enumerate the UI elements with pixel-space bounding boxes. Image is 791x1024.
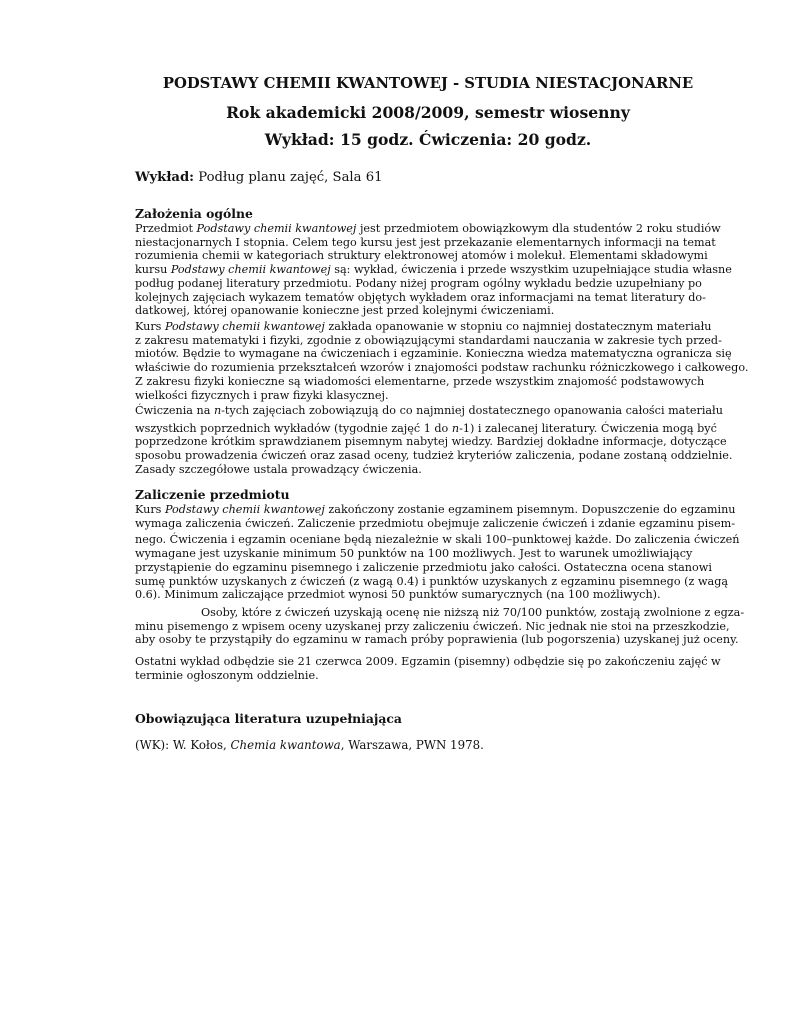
text-line: Przedmiot Podstawy chemii kwantowej jest przedmiotem obowiązkowym dla studentów 2 roku studiów	[135, 222, 721, 235]
paragraph-assumptions-3	[135, 404, 733, 477]
text-line: rozumienia chemii w kategoriach struktury elektronowej atomów i molekuł. Elementami składowymi	[135, 249, 708, 263]
section-heading-assumptions: Założenia ogólne	[135, 206, 253, 221]
text-line: wymaga zaliczenia ćwiczeń. Zaliczenie przedmiotu obejmuje zaliczenie ćwiczeń i zdanie egzaminu pisem-	[135, 516, 735, 530]
text-line: Zasady szczegółowe ustala prowadzący ćwiczenia.	[135, 462, 422, 476]
text-line: podług podanej literatury przedmiotu. Podany niżej program ogólny wykładu bedzie uzupełniany po	[135, 276, 702, 290]
text-line: wymagane jest uzyskanie minimum 50 punktów na 100 możliwych. Jest to warunek umożliwiający	[135, 547, 693, 561]
paragraph-passing-2	[135, 606, 745, 647]
text-line: Osoby, które z ćwiczeń uzyskają ocenę nie niższą niż 70/100 punktów, zostają zwolnione z egza-	[201, 606, 745, 619]
academic-year: Rok akademicki 2008/2009, semestr wiosenny	[226, 103, 630, 122]
book-title: Chemia kwantowa	[230, 738, 341, 752]
text-line: kursu Podstawy chemii kwantowej są: wykład, ćwiczenia i przede wszystkim uzupełniające studia własne	[135, 263, 732, 277]
text-line: kolejnych zajęciach wykazem tematów objętych wykładem oraz informacjami na temat literatury do-	[135, 290, 706, 304]
text-line: Ostatni wykład odbędzie sie 21 czerwca 2009. Egzamin (pisemny) odbędzie się po zakończeniu zajęć w	[135, 655, 721, 668]
text-line: Ćwiczenia na n-tych zajęciach zobowiązują do co najmniej dostatecznego opanowania całości materiału	[135, 404, 723, 417]
paragraph-assumptions-2	[135, 320, 749, 402]
text-line: Z zakresu fizyki konieczne są wiadomości elementarne, przede wszystkim znajomość podstawowych	[135, 374, 705, 388]
text-line: nego. Ćwiczenia i egzamin oceniane będą niezależnie w skali 100–punktowej każde. Do zaliczenia ćwiczeń	[135, 533, 740, 547]
text-line: 0.6). Minimum zaliczające przedmiot wynosi 50 punktów sumarycznych (na 100 możliwych).	[135, 588, 661, 602]
text-line: miotów. Będzie to wymagane na ćwiczeniach i egzaminie. Konieczna wiedza matematyczna ogranicza się	[135, 347, 732, 361]
course-hours: Wykład: 15 godz. Ćwiczenia: 20 godz.	[264, 130, 592, 149]
literature-entry: (WK): W. Kołos, Chemia kwantowa, Warszawa, PWN 1978.	[135, 738, 484, 752]
text-line: sposobu prowadzenia ćwiczeń oraz zasad oceny, tudzież kryteriów zaliczenia, podane zostaną oddzielnie.	[135, 449, 733, 463]
text-line: przystąpienie do egzaminu pisemnego i zaliczenie przedmiotu jako całości. Ostateczna ocena stanowi	[135, 560, 712, 574]
text-line: z zakresu matematyki i fizyki, zgodnie z obowiązującymi standardami nauczania w zakresie tych przed-	[135, 333, 722, 347]
paragraph-assumptions-1	[135, 222, 732, 318]
text-line: minu pisemengo z wpisem oceny uzyskanej przy zaliczeniu ćwiczeń. Nic jednak nie stoi na przeszkodzie,	[135, 619, 730, 633]
text-line: wielkości fizycznych i praw fizyki klasycznej.	[135, 388, 389, 402]
paragraph-passing-3	[135, 655, 723, 682]
text-line: wszystkich poprzednich wykładów (tygodnie zajęć 1 do n-1) i zalecanej literatury. Ćwiczenia mogą być	[135, 421, 717, 435]
text-line: niestacjonarnych I stopnia. Celem tego kursu jest jest przekazanie elementarnych informacji na temat	[135, 235, 716, 249]
text-line: datkowej, której opanowanie konieczne jest przed kolejnymi ćwiczeniami.	[135, 304, 555, 318]
text-line: poprzedzone krótkim sprawdzianem pisemnym nabytej wiedzy. Bardziej dokładne informacje, dotyczące	[135, 435, 727, 449]
section-heading-literature: Obowiązująca literatura uzupełniająca	[135, 711, 402, 726]
lecture-label: Wykład:	[135, 170, 195, 185]
lecture-info	[135, 170, 382, 185]
text-line: aby osoby te przystąpiły do egzaminu w ramach próby poprawienia (lub pogorszenia) uzyskanej już oceny.	[135, 633, 739, 647]
paragraph-passing-1	[135, 503, 740, 602]
text-line: właściwie do rozumienia przekształceń wzorów i znajomości podstaw rachunku różniczkowego i całkowego.	[135, 361, 749, 375]
text-line: terminie ogłoszonym oddzielnie.	[135, 668, 319, 682]
text-line: sumę punktów uzyskanych z ćwiczeń (z wagą 0.4) i punktów uzyskanych z egzaminu pisemnego (z wagą	[135, 574, 729, 588]
text-line: Kurs Podstawy chemii kwantowej zakłada opanowanie w stopniu co najmniej dostatecznym materiału	[135, 320, 712, 333]
section-heading-passing: Zaliczenie przedmiotu	[135, 487, 290, 502]
lecture-value: Podług planu zajęć, Sala 61	[198, 170, 383, 185]
text-line: Kurs Podstawy chemii kwantowej zakończony zostanie egzaminem pisemnym. Dopuszczenie do egzaminu	[135, 503, 736, 516]
document-title: PODSTAWY CHEMII KWANTOWEJ - STUDIA NIESTACJONARNE	[162, 75, 694, 92]
